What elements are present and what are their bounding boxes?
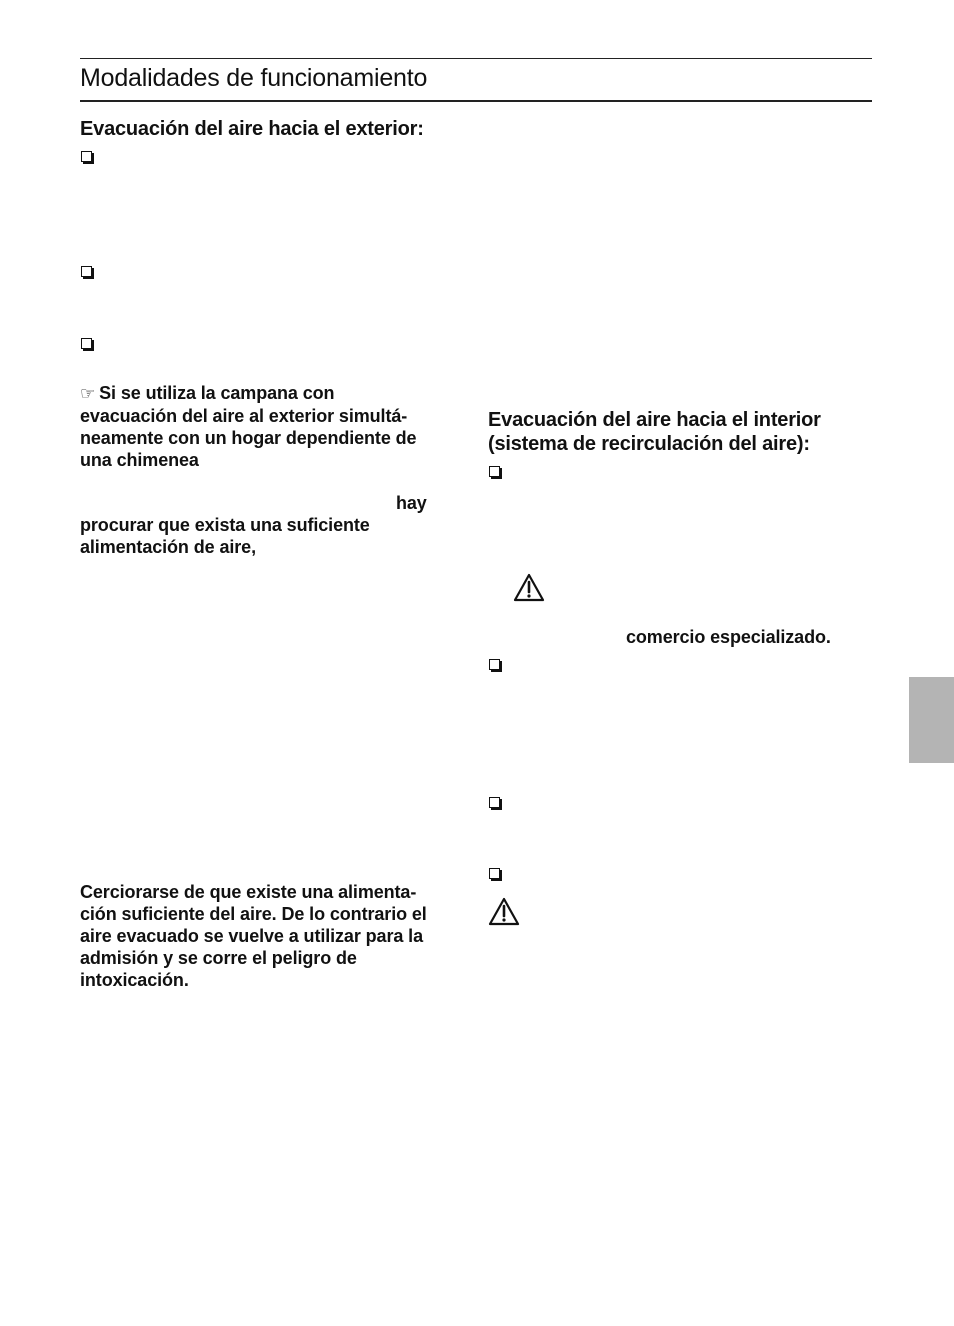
checkbox-icon	[489, 868, 500, 879]
note-line: evacuación del aire al exterior simultá-	[80, 406, 408, 426]
note-line: Si se utiliza la campana con	[99, 383, 335, 403]
checkbox-icon	[81, 338, 92, 349]
warning-line: Cerciorarse de que existe una alimenta-	[80, 882, 417, 902]
warning-triangle-icon	[513, 573, 545, 602]
checkbox-icon	[489, 659, 500, 670]
note-line: una chimenea	[80, 450, 199, 470]
note-line: neamente con un hogar dependiente de	[80, 428, 417, 448]
warning-line: aire evacuado se vuelve a utilizar para la	[80, 926, 423, 946]
checkbox-icon	[81, 266, 92, 277]
checkbox-icon	[81, 151, 92, 162]
intoxication-warning-text	[80, 881, 427, 991]
page-title: Modalidades de funcionamiento	[80, 64, 428, 92]
heading-line: (sistema de recirculación del aire):	[488, 433, 810, 455]
pointing-hand-icon: ☞	[80, 384, 96, 404]
specialist-text: comercio especializado.	[626, 627, 831, 647]
header-top-rule	[80, 58, 872, 59]
supply-line: procurar que exista una suficiente	[80, 515, 370, 535]
side-thumb-tab	[909, 677, 954, 763]
checkbox-icon	[489, 797, 500, 808]
warning-line: admisión y se corre el peligro de	[80, 948, 357, 968]
checkbox-icon	[489, 466, 500, 477]
supply-line: alimentación de aire,	[80, 537, 256, 557]
chimney-note	[80, 382, 416, 471]
header-bottom-rule	[80, 100, 872, 102]
hay-word: hay	[396, 493, 427, 513]
warning-line: ción suficiente del aire. De lo contrario el	[80, 904, 427, 924]
air-supply-text	[80, 514, 370, 558]
section-heading-exterior: Evacuación del aire hacia el exterior:	[80, 118, 424, 140]
section-heading-interior	[488, 408, 868, 456]
warning-line: intoxicación.	[80, 970, 189, 990]
heading-line: Evacuación del aire hacia el interior	[488, 409, 821, 431]
warning-triangle-icon	[488, 897, 520, 926]
